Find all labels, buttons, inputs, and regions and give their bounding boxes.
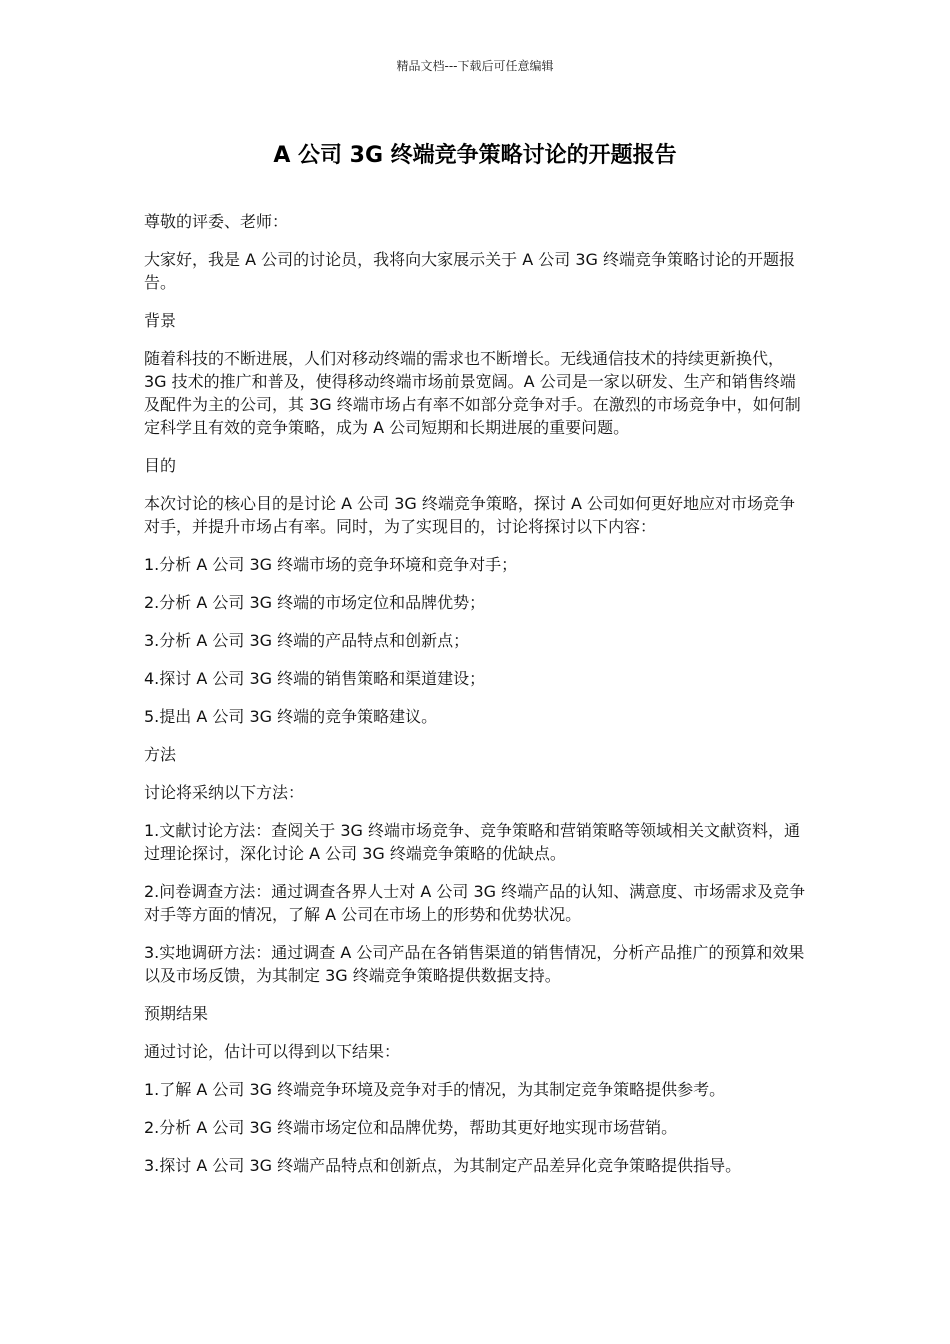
document-body (144, 210, 806, 1192)
result-item-2: 2.分析 A 公司 3G 终端市场定位和品牌优势，帮助其更好地实现市场营销。 (144, 1118, 678, 1137)
method-item-2: 2.问卷调查方法：通过调查各界人士对 A 公司 3G 终端产品的认知、满意度、市场需求及竞争对手等方面的情况，了解 A 公司在市场上的形势和优势状况。 (144, 882, 806, 924)
section-heading-expected-results: 预期结果 (144, 1004, 209, 1023)
results-intro: 通过讨论，估计可以得到以下结果： (144, 1042, 401, 1061)
purpose-item-1: 1.分析 A 公司 3G 终端市场的竞争环境和竞争对手； (144, 555, 518, 574)
result-item-1: 1.了解 A 公司 3G 终端竞争环境及竞争对手的情况，为其制定竞争策略提供参考。 (144, 1080, 726, 1099)
section-heading-background: 背景 (144, 311, 177, 330)
purpose-item-4: 4.探讨 A 公司 3G 终端的销售策略和渠道建设； (144, 669, 486, 688)
purpose-item-3: 3.分析 A 公司 3G 终端的产品特点和创新点； (144, 631, 470, 650)
header-note: 精品文档---下载后可任意编辑 (396, 59, 554, 73)
intro-paragraph: 大家好，我是 A 公司的讨论员，我将向大家展示关于 A 公司 3G 终端竞争策略讨论的开题报告。 (144, 250, 795, 292)
document-title: A 公司 3G 终端竞争策略讨论的开题报告 (273, 143, 677, 168)
result-item-3: 3.探讨 A 公司 3G 终端产品特点和创新点，为其制定产品差异化竞争策略提供指导。 (144, 1156, 742, 1175)
method-item-1: 1.文献讨论方法：查阅关于 3G 终端市场竞争、竞争策略和营销策略等领域相关文献资料，通过理论探讨，深化讨论 A 公司 3G 终端竞争策略的优缺点。 (144, 821, 801, 863)
method-intro: 讨论将采纳以下方法： (144, 783, 305, 802)
section-heading-method: 方法 (144, 745, 177, 764)
purpose-paragraph: 本次讨论的核心目的是讨论 A 公司 3G 终端竞争策略，探讨 A 公司如何更好地应对市场竞争对手，并提升市场占有率。同时，为了实现目的，讨论将探讨以下内容： (144, 494, 795, 536)
background-paragraph: 随着科技的不断进展，人们对移动终端的需求也不断增长。无线通信技术的持续更新换代，3G 技术的推广和普及，使得移动终端市场前景宽阔。A 公司是一家以研发、生产和销售终端及配件为主的公司，其 3G 终端市场占有率不如部分竞争对手。在激烈的市场竞争中，如何制定科学且有效的竞争策略，成为 A 公司短期和长期进展的重要问题。 (144, 349, 801, 437)
section-heading-purpose: 目的 (144, 456, 177, 475)
method-item-3: 3.实地调研方法：通过调查 A 公司产品在各销售渠道的销售情况，分析产品推广的预算和效果以及市场反馈，为其制定 3G 终端竞争策略提供数据支持。 (144, 943, 805, 985)
salutation: 尊敬的评委、老师： (144, 212, 289, 231)
purpose-item-2: 2.分析 A 公司 3G 终端的市场定位和品牌优势； (144, 593, 486, 612)
purpose-item-5: 5.提出 A 公司 3G 终端的竞争策略建议。 (144, 707, 438, 726)
